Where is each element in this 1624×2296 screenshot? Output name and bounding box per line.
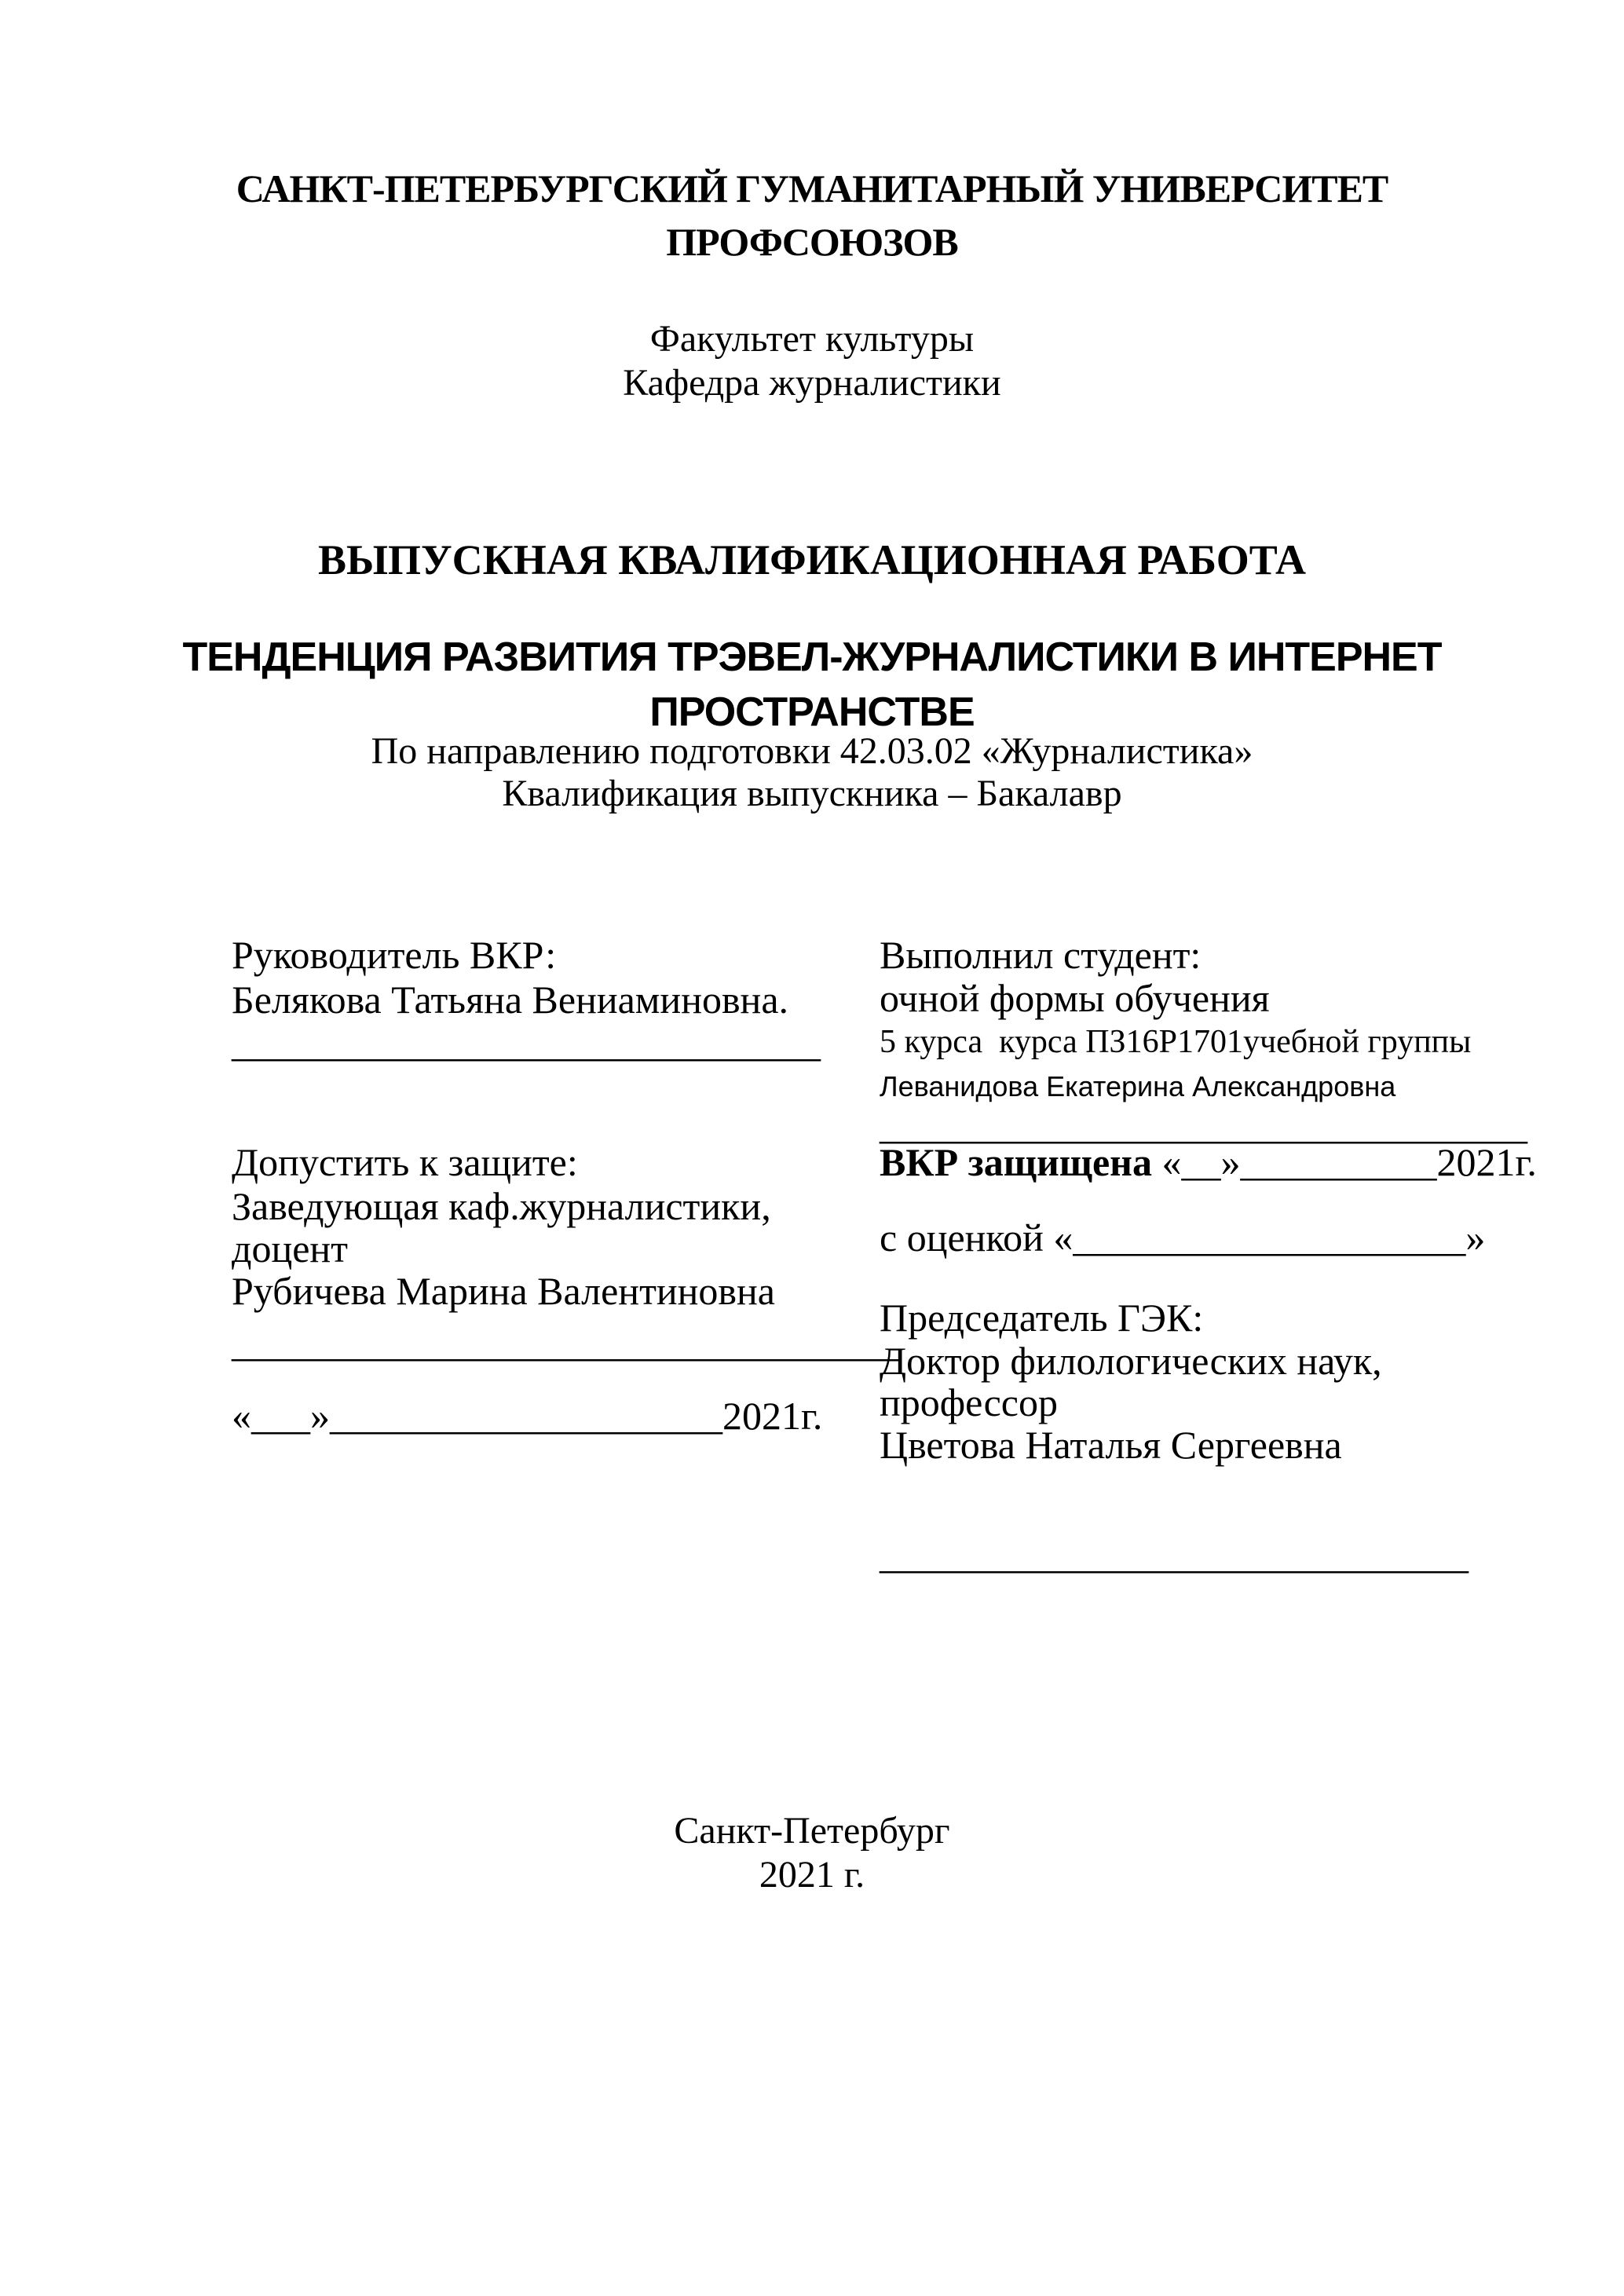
student-group-line: 5 курса курса ПЗ16Р1701учебной группы [880,1024,1472,1060]
supervisor-name: Белякова Татьяна Вениаминовна. [232,978,789,1022]
thesis-title-line2: ПРОСТРАНСТВЕ [649,689,975,735]
defended-blank: «__»__________2021г. [1151,1140,1537,1184]
thesis-title-line1: ТЕНДЕНЦИЯ РАЗВИТИЯ ТРЭВЕЛ-ЖУРНАЛИСТИКИ В ИНТЕРНЕТ [182,634,1442,680]
footer-city-year [118,1809,1506,1897]
student-name: Леванидова Екатерина Александровна [880,1070,1396,1102]
admit-date-line: «___»____________________2021г. [232,1394,823,1438]
chairman-signature-line: ______________________________ [880,1533,1469,1577]
admit-role-line2: доцент [232,1227,348,1270]
admit-label: Допустить к защите: [232,1140,578,1184]
university-name-line1: САНКТ-ПЕТЕРБУРГСКИЙ ГУМАНИТАРНЫЙ УНИВЕРСИТЕТ [236,166,1388,210]
year-line: 2021 г. [759,1854,865,1896]
chairman-rank: профессор [880,1380,1058,1424]
faculty-department [118,317,1506,405]
chairman-degree: Доктор филологических наук, [880,1339,1382,1383]
city-line: Санкт-Петербург [674,1810,950,1852]
chairman-label: Председатель ГЭК: [880,1296,1204,1340]
supervisor-label: Руководитель ВКР: [232,933,557,977]
grade-line: с оценкой «____________________» [880,1216,1486,1260]
student-label: Выполнил студент: [880,933,1202,977]
thesis-title [118,630,1506,740]
university-name-line2: ПРОФСОЮЗОВ [666,220,958,264]
chairman-name: Цветова Наталья Сергеевна [880,1423,1342,1467]
admit-signature-line: __________________________________ [232,1321,899,1365]
work-type-text: ВЫПУСКНАЯ КВАЛИФИКАЦИОННАЯ РАБОТА [317,536,1307,583]
defended-line [880,1140,1537,1184]
study-form-line: очной формы обучения [880,976,1270,1020]
university-name [118,162,1506,269]
direction-line: По направлению подготовки 42.03.02 «Журналистика» [371,730,1253,772]
qualification-line: Квалификация выпускника – Бакалавр [502,773,1122,814]
admit-name: Рубичева Марина Валентиновна [232,1269,775,1313]
direction-qualification [118,730,1506,815]
supervisor-signature-line: ______________________________ [232,1021,821,1065]
admit-role-line1: Заведующая каф.журналистики, [232,1184,771,1228]
department-line: Кафедра журналистики [623,362,1001,404]
faculty-line: Факультет культуры [649,318,975,360]
student-signature-line: _________________________________ [880,1103,1527,1147]
defended-label: ВКР защищена [880,1140,1152,1184]
work-type-heading [118,536,1506,584]
